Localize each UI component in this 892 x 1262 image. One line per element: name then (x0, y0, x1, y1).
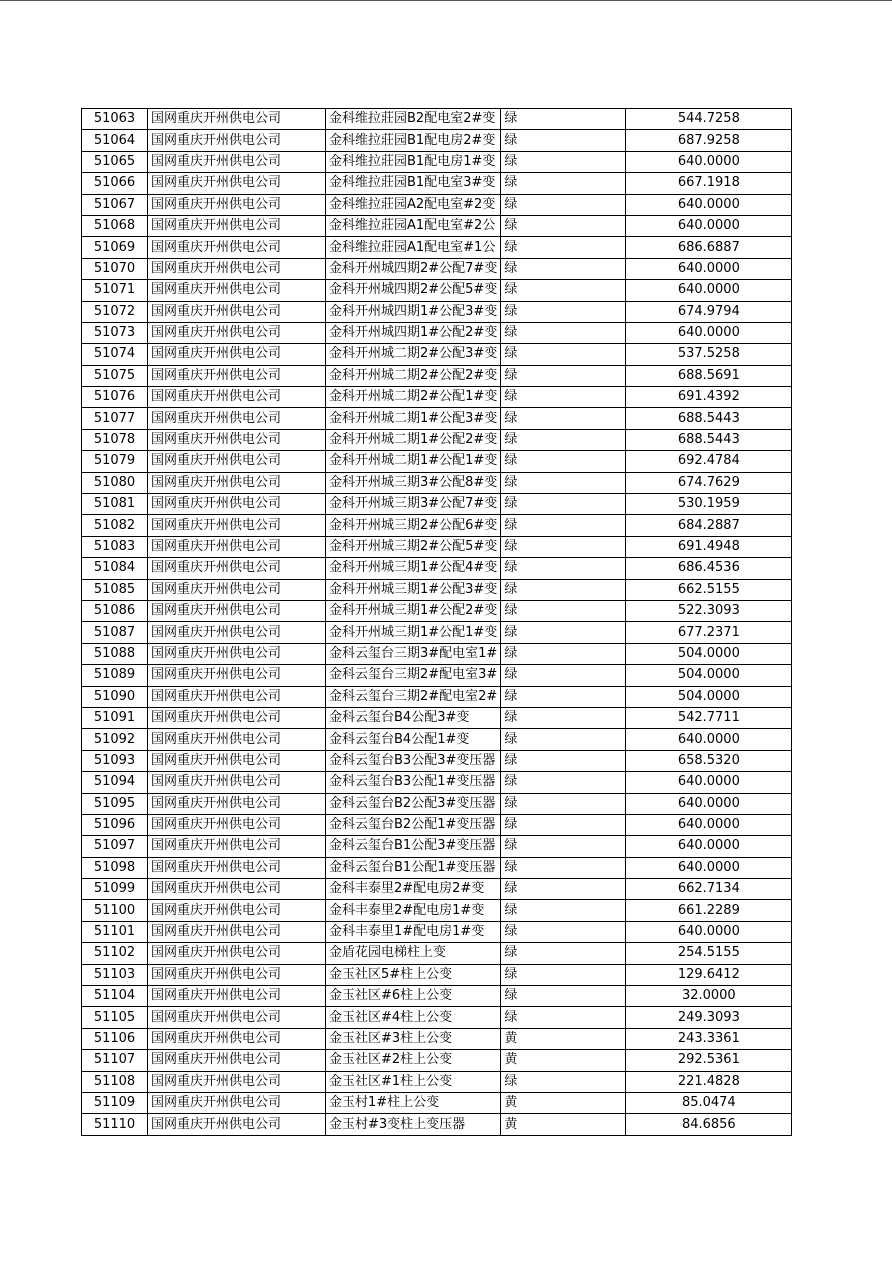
cell-transformer-name: 金科开州城四期1#公配3#变 (326, 301, 501, 322)
cell-id: 51065 (82, 151, 148, 172)
cell-id: 51070 (82, 258, 148, 279)
cell-id: 51083 (82, 536, 148, 557)
cell-transformer-name: 金科开州城二期1#公配2#变 (326, 429, 501, 450)
cell-value: 537.5258 (626, 344, 792, 365)
cell-transformer-name: 金科云玺台B2公配1#变压器 (326, 814, 501, 835)
cell-status: 绿 (501, 750, 626, 771)
cell-transformer-name: 金科丰泰里1#配电房1#变 (326, 921, 501, 942)
cell-id: 51082 (82, 515, 148, 536)
table-row (82, 494, 792, 515)
cell-status: 绿 (501, 109, 626, 130)
cell-status: 绿 (501, 130, 626, 151)
cell-status: 黄 (501, 1114, 626, 1135)
cell-company: 国网重庆开州供电公司 (148, 536, 326, 557)
cell-transformer-name: 金科开州城三期2#公配5#变 (326, 536, 501, 557)
cell-company: 国网重庆开州供电公司 (148, 622, 326, 643)
cell-transformer-name: 金科开州城四期2#公配7#变 (326, 258, 501, 279)
cell-company: 国网重庆开州供电公司 (148, 365, 326, 386)
table-row (82, 301, 792, 322)
cell-value: 84.6856 (626, 1114, 792, 1135)
cell-value: 640.0000 (626, 814, 792, 835)
cell-status: 绿 (501, 387, 626, 408)
cell-value: 243.3361 (626, 1028, 792, 1049)
cell-company: 国网重庆开州供电公司 (148, 215, 326, 236)
cell-status: 绿 (501, 1007, 626, 1028)
cell-status: 绿 (501, 814, 626, 835)
table-row (82, 643, 792, 664)
table-row (82, 964, 792, 985)
cell-company: 国网重庆开州供电公司 (148, 943, 326, 964)
cell-id: 51073 (82, 322, 148, 343)
cell-company: 国网重庆开州供电公司 (148, 109, 326, 130)
table-body (82, 109, 792, 1136)
table-row (82, 109, 792, 130)
cell-transformer-name: 金科开州城三期3#公配7#变 (326, 494, 501, 515)
table-row (82, 280, 792, 301)
cell-id: 51098 (82, 857, 148, 878)
cell-company: 国网重庆开州供电公司 (148, 237, 326, 258)
table-row (82, 857, 792, 878)
table-row (82, 173, 792, 194)
cell-status: 绿 (501, 879, 626, 900)
cell-company: 国网重庆开州供电公司 (148, 836, 326, 857)
table-row (82, 451, 792, 472)
cell-id: 51081 (82, 494, 148, 515)
cell-transformer-name: 金科维拉莊园B2配电室2#变 (326, 109, 501, 130)
data-table (81, 108, 792, 1136)
cell-company: 国网重庆开州供电公司 (148, 130, 326, 151)
cell-status: 绿 (501, 707, 626, 728)
cell-company: 国网重庆开州供电公司 (148, 986, 326, 1007)
cell-company: 国网重庆开州供电公司 (148, 665, 326, 686)
cell-id: 51108 (82, 1071, 148, 1092)
cell-transformer-name: 金科开州城三期1#公配2#变 (326, 600, 501, 621)
table-row (82, 344, 792, 365)
table-row (82, 772, 792, 793)
cell-transformer-name: 金科开州城二期2#公配3#变 (326, 344, 501, 365)
table-row (82, 558, 792, 579)
cell-transformer-name: 金玉社区#3柱上公变 (326, 1028, 501, 1049)
cell-status: 绿 (501, 173, 626, 194)
cell-id: 51110 (82, 1114, 148, 1135)
cell-company: 国网重庆开州供电公司 (148, 1092, 326, 1113)
cell-id: 51066 (82, 173, 148, 194)
cell-id: 51072 (82, 301, 148, 322)
cell-value: 658.5320 (626, 750, 792, 771)
cell-status: 绿 (501, 536, 626, 557)
cell-status: 绿 (501, 579, 626, 600)
cell-status: 绿 (501, 836, 626, 857)
cell-value: 684.2887 (626, 515, 792, 536)
cell-value: 32.0000 (626, 986, 792, 1007)
cell-company: 国网重庆开州供电公司 (148, 344, 326, 365)
cell-transformer-name: 金科丰泰里2#配电房2#变 (326, 879, 501, 900)
cell-status: 绿 (501, 600, 626, 621)
cell-transformer-name: 金科维拉莊园B1配电房1#变 (326, 151, 501, 172)
cell-status: 绿 (501, 194, 626, 215)
cell-status: 绿 (501, 558, 626, 579)
cell-id: 51079 (82, 451, 148, 472)
cell-id: 51101 (82, 921, 148, 942)
cell-transformer-name: 金科开州城四期1#公配2#变 (326, 322, 501, 343)
cell-status: 绿 (501, 943, 626, 964)
cell-value: 640.0000 (626, 793, 792, 814)
cell-status: 绿 (501, 365, 626, 386)
cell-company: 国网重庆开州供电公司 (148, 301, 326, 322)
cell-status: 绿 (501, 151, 626, 172)
cell-id: 51063 (82, 109, 148, 130)
cell-transformer-name: 金科开州城三期1#公配3#变 (326, 579, 501, 600)
cell-value: 530.1959 (626, 494, 792, 515)
cell-value: 677.2371 (626, 622, 792, 643)
cell-id: 51107 (82, 1050, 148, 1071)
cell-transformer-name: 金科开州城四期2#公配5#变 (326, 280, 501, 301)
cell-status: 黄 (501, 1028, 626, 1049)
cell-id: 51092 (82, 729, 148, 750)
cell-value: 691.4392 (626, 387, 792, 408)
cell-transformer-name: 金盾花园电梯柱上变 (326, 943, 501, 964)
cell-status: 绿 (501, 322, 626, 343)
cell-value: 504.0000 (626, 665, 792, 686)
cell-company: 国网重庆开州供电公司 (148, 558, 326, 579)
table-row (82, 1114, 792, 1135)
cell-transformer-name: 金科云玺台三期2#配电室3# (326, 665, 501, 686)
cell-status: 绿 (501, 472, 626, 493)
cell-id: 51103 (82, 964, 148, 985)
table-row (82, 1071, 792, 1092)
cell-company: 国网重庆开州供电公司 (148, 1028, 326, 1049)
cell-id: 51078 (82, 429, 148, 450)
cell-company: 国网重庆开州供电公司 (148, 322, 326, 343)
table-row (82, 1028, 792, 1049)
table-row (82, 472, 792, 493)
cell-value: 129.6412 (626, 964, 792, 985)
table-row (82, 1007, 792, 1028)
cell-value: 640.0000 (626, 921, 792, 942)
cell-status: 绿 (501, 280, 626, 301)
cell-value: 504.0000 (626, 643, 792, 664)
cell-id: 51074 (82, 344, 148, 365)
table-row (82, 836, 792, 857)
cell-status: 绿 (501, 494, 626, 515)
cell-company: 国网重庆开州供电公司 (148, 900, 326, 921)
table-row (82, 130, 792, 151)
cell-value: 662.7134 (626, 879, 792, 900)
cell-transformer-name: 金科维拉莊园A1配电室#2公 (326, 215, 501, 236)
cell-value: 85.0474 (626, 1092, 792, 1113)
cell-id: 51106 (82, 1028, 148, 1049)
cell-value: 522.3093 (626, 600, 792, 621)
cell-transformer-name: 金科维拉莊园A2配电室#2变 (326, 194, 501, 215)
cell-status: 绿 (501, 729, 626, 750)
cell-status: 绿 (501, 215, 626, 236)
table-row (82, 579, 792, 600)
cell-status: 绿 (501, 1071, 626, 1092)
cell-company: 国网重庆开州供电公司 (148, 280, 326, 301)
cell-value: 661.2289 (626, 900, 792, 921)
cell-id: 51095 (82, 793, 148, 814)
cell-company: 国网重庆开州供电公司 (148, 750, 326, 771)
cell-transformer-name: 金科开州城二期1#公配1#变 (326, 451, 501, 472)
cell-id: 51077 (82, 408, 148, 429)
cell-value: 640.0000 (626, 258, 792, 279)
cell-company: 国网重庆开州供电公司 (148, 451, 326, 472)
cell-transformer-name: 金玉村#3变柱上变压器 (326, 1114, 501, 1135)
cell-transformer-name: 金科开州城三期1#公配1#变 (326, 622, 501, 643)
cell-company: 国网重庆开州供电公司 (148, 387, 326, 408)
cell-value: 221.4828 (626, 1071, 792, 1092)
cell-status: 绿 (501, 408, 626, 429)
table-row (82, 387, 792, 408)
table-row (82, 622, 792, 643)
cell-value: 640.0000 (626, 151, 792, 172)
cell-value: 674.9794 (626, 301, 792, 322)
cell-status: 绿 (501, 686, 626, 707)
cell-id: 51064 (82, 130, 148, 151)
table-row (82, 665, 792, 686)
table-row (82, 879, 792, 900)
table-row (82, 194, 792, 215)
table-row (82, 429, 792, 450)
cell-company: 国网重庆开州供电公司 (148, 707, 326, 728)
cell-transformer-name: 金科维拉莊园A1配电室#1公 (326, 237, 501, 258)
cell-value: 688.5443 (626, 408, 792, 429)
table-row (82, 814, 792, 835)
cell-status: 绿 (501, 857, 626, 878)
cell-status: 绿 (501, 301, 626, 322)
cell-transformer-name: 金科开州城三期1#公配4#变 (326, 558, 501, 579)
cell-status: 绿 (501, 515, 626, 536)
cell-value: 692.4784 (626, 451, 792, 472)
cell-value: 688.5443 (626, 429, 792, 450)
cell-company: 国网重庆开州供电公司 (148, 964, 326, 985)
cell-status: 绿 (501, 665, 626, 686)
table-row (82, 258, 792, 279)
cell-id: 51088 (82, 643, 148, 664)
cell-id: 51097 (82, 836, 148, 857)
table-row (82, 686, 792, 707)
cell-company: 国网重庆开州供电公司 (148, 494, 326, 515)
table-row (82, 365, 792, 386)
cell-transformer-name: 金科开州城三期2#公配6#变 (326, 515, 501, 536)
cell-transformer-name: 金科开州城二期1#公配3#变 (326, 408, 501, 429)
cell-value: 640.0000 (626, 322, 792, 343)
cell-value: 640.0000 (626, 772, 792, 793)
cell-id: 51086 (82, 600, 148, 621)
cell-company: 国网重庆开州供电公司 (148, 772, 326, 793)
table-row (82, 729, 792, 750)
cell-status: 绿 (501, 986, 626, 1007)
table-row (82, 921, 792, 942)
cell-value: 254.5155 (626, 943, 792, 964)
cell-transformer-name: 金科云玺台三期3#配电室1# (326, 643, 501, 664)
cell-id: 51076 (82, 387, 148, 408)
cell-company: 国网重庆开州供电公司 (148, 600, 326, 621)
cell-company: 国网重庆开州供电公司 (148, 814, 326, 835)
cell-company: 国网重庆开州供电公司 (148, 408, 326, 429)
cell-company: 国网重庆开州供电公司 (148, 472, 326, 493)
cell-company: 国网重庆开州供电公司 (148, 151, 326, 172)
cell-transformer-name: 金科云玺台B4公配3#变 (326, 707, 501, 728)
cell-status: 绿 (501, 622, 626, 643)
table-row (82, 986, 792, 1007)
cell-status: 绿 (501, 429, 626, 450)
cell-id: 51102 (82, 943, 148, 964)
cell-id: 51089 (82, 665, 148, 686)
cell-transformer-name: 金玉社区#6柱上公变 (326, 986, 501, 1007)
cell-company: 国网重庆开州供电公司 (148, 857, 326, 878)
table-row (82, 515, 792, 536)
cell-transformer-name: 金玉社区5#柱上公变 (326, 964, 501, 985)
cell-id: 51069 (82, 237, 148, 258)
cell-status: 绿 (501, 643, 626, 664)
cell-status: 绿 (501, 451, 626, 472)
cell-transformer-name: 金玉社区#2柱上公变 (326, 1050, 501, 1071)
cell-id: 51087 (82, 622, 148, 643)
cell-id: 51105 (82, 1007, 148, 1028)
table-row (82, 215, 792, 236)
table-row (82, 1050, 792, 1071)
cell-id: 51090 (82, 686, 148, 707)
cell-value: 504.0000 (626, 686, 792, 707)
table-row (82, 1092, 792, 1113)
cell-id: 51091 (82, 707, 148, 728)
cell-id: 51080 (82, 472, 148, 493)
cell-id: 51099 (82, 879, 148, 900)
table-row (82, 322, 792, 343)
cell-value: 640.0000 (626, 836, 792, 857)
cell-transformer-name: 金科云玺台B4公配1#变 (326, 729, 501, 750)
table-row (82, 793, 792, 814)
cell-id: 51085 (82, 579, 148, 600)
cell-transformer-name: 金科开州城二期2#公配2#变 (326, 365, 501, 386)
cell-status: 绿 (501, 772, 626, 793)
cell-company: 国网重庆开州供电公司 (148, 173, 326, 194)
cell-value: 686.4536 (626, 558, 792, 579)
cell-company: 国网重庆开州供电公司 (148, 515, 326, 536)
cell-id: 51100 (82, 900, 148, 921)
cell-status: 绿 (501, 793, 626, 814)
cell-id: 51068 (82, 215, 148, 236)
table-row (82, 900, 792, 921)
cell-transformer-name: 金玉社区#1柱上公变 (326, 1071, 501, 1092)
cell-transformer-name: 金科云玺台B1公配3#变压器 (326, 836, 501, 857)
cell-company: 国网重庆开州供电公司 (148, 429, 326, 450)
cell-company: 国网重庆开州供电公司 (148, 1114, 326, 1135)
table-row (82, 750, 792, 771)
cell-id: 51094 (82, 772, 148, 793)
cell-id: 51067 (82, 194, 148, 215)
cell-company: 国网重庆开州供电公司 (148, 793, 326, 814)
cell-id: 51071 (82, 280, 148, 301)
cell-value: 640.0000 (626, 729, 792, 750)
cell-company: 国网重庆开州供电公司 (148, 921, 326, 942)
table-row (82, 151, 792, 172)
cell-transformer-name: 金玉社区#4柱上公变 (326, 1007, 501, 1028)
cell-value: 662.5155 (626, 579, 792, 600)
cell-company: 国网重庆开州供电公司 (148, 1071, 326, 1092)
cell-status: 绿 (501, 344, 626, 365)
cell-transformer-name: 金科开州城二期2#公配1#变 (326, 387, 501, 408)
cell-value: 640.0000 (626, 215, 792, 236)
cell-value: 542.7711 (626, 707, 792, 728)
cell-status: 黄 (501, 1092, 626, 1113)
cell-value: 544.7258 (626, 109, 792, 130)
cell-status: 黄 (501, 1050, 626, 1071)
cell-transformer-name: 金玉村1#柱上公变 (326, 1092, 501, 1113)
page-top-rule (0, 0, 892, 1)
cell-id: 51084 (82, 558, 148, 579)
cell-company: 国网重庆开州供电公司 (148, 686, 326, 707)
table-row (82, 237, 792, 258)
cell-status: 绿 (501, 900, 626, 921)
cell-transformer-name: 金科丰泰里2#配电房1#变 (326, 900, 501, 921)
cell-transformer-name: 金科云玺台B2公配3#变压器 (326, 793, 501, 814)
cell-company: 国网重庆开州供电公司 (148, 1007, 326, 1028)
cell-status: 绿 (501, 237, 626, 258)
table-row (82, 408, 792, 429)
cell-company: 国网重庆开州供电公司 (148, 579, 326, 600)
cell-company: 国网重庆开州供电公司 (148, 1050, 326, 1071)
table-row (82, 536, 792, 557)
cell-transformer-name: 金科云玺台B3公配3#变压器 (326, 750, 501, 771)
cell-id: 51104 (82, 986, 148, 1007)
cell-value: 249.3093 (626, 1007, 792, 1028)
cell-transformer-name: 金科开州城三期3#公配8#变 (326, 472, 501, 493)
cell-company: 国网重庆开州供电公司 (148, 194, 326, 215)
cell-value: 292.5361 (626, 1050, 792, 1071)
cell-value: 691.4948 (626, 536, 792, 557)
cell-transformer-name: 金科云玺台B3公配1#变压器 (326, 772, 501, 793)
cell-value: 640.0000 (626, 194, 792, 215)
cell-id: 51096 (82, 814, 148, 835)
cell-value: 640.0000 (626, 857, 792, 878)
table-row (82, 707, 792, 728)
cell-value: 688.5691 (626, 365, 792, 386)
cell-value: 667.1918 (626, 173, 792, 194)
cell-transformer-name: 金科云玺台B1公配1#变压器 (326, 857, 501, 878)
cell-company: 国网重庆开州供电公司 (148, 258, 326, 279)
cell-value: 674.7629 (626, 472, 792, 493)
cell-id: 51109 (82, 1092, 148, 1113)
cell-value: 640.0000 (626, 280, 792, 301)
cell-id: 51093 (82, 750, 148, 771)
table-row (82, 600, 792, 621)
cell-status: 绿 (501, 258, 626, 279)
cell-company: 国网重庆开州供电公司 (148, 879, 326, 900)
table-row (82, 943, 792, 964)
cell-value: 687.9258 (626, 130, 792, 151)
cell-status: 绿 (501, 921, 626, 942)
cell-company: 国网重庆开州供电公司 (148, 643, 326, 664)
cell-value: 686.6887 (626, 237, 792, 258)
cell-status: 绿 (501, 964, 626, 985)
cell-transformer-name: 金科维拉莊园B1配电室3#变 (326, 173, 501, 194)
cell-transformer-name: 金科云玺台三期2#配电室2# (326, 686, 501, 707)
cell-id: 51075 (82, 365, 148, 386)
cell-company: 国网重庆开州供电公司 (148, 729, 326, 750)
cell-transformer-name: 金科维拉莊园B1配电房2#变 (326, 130, 501, 151)
